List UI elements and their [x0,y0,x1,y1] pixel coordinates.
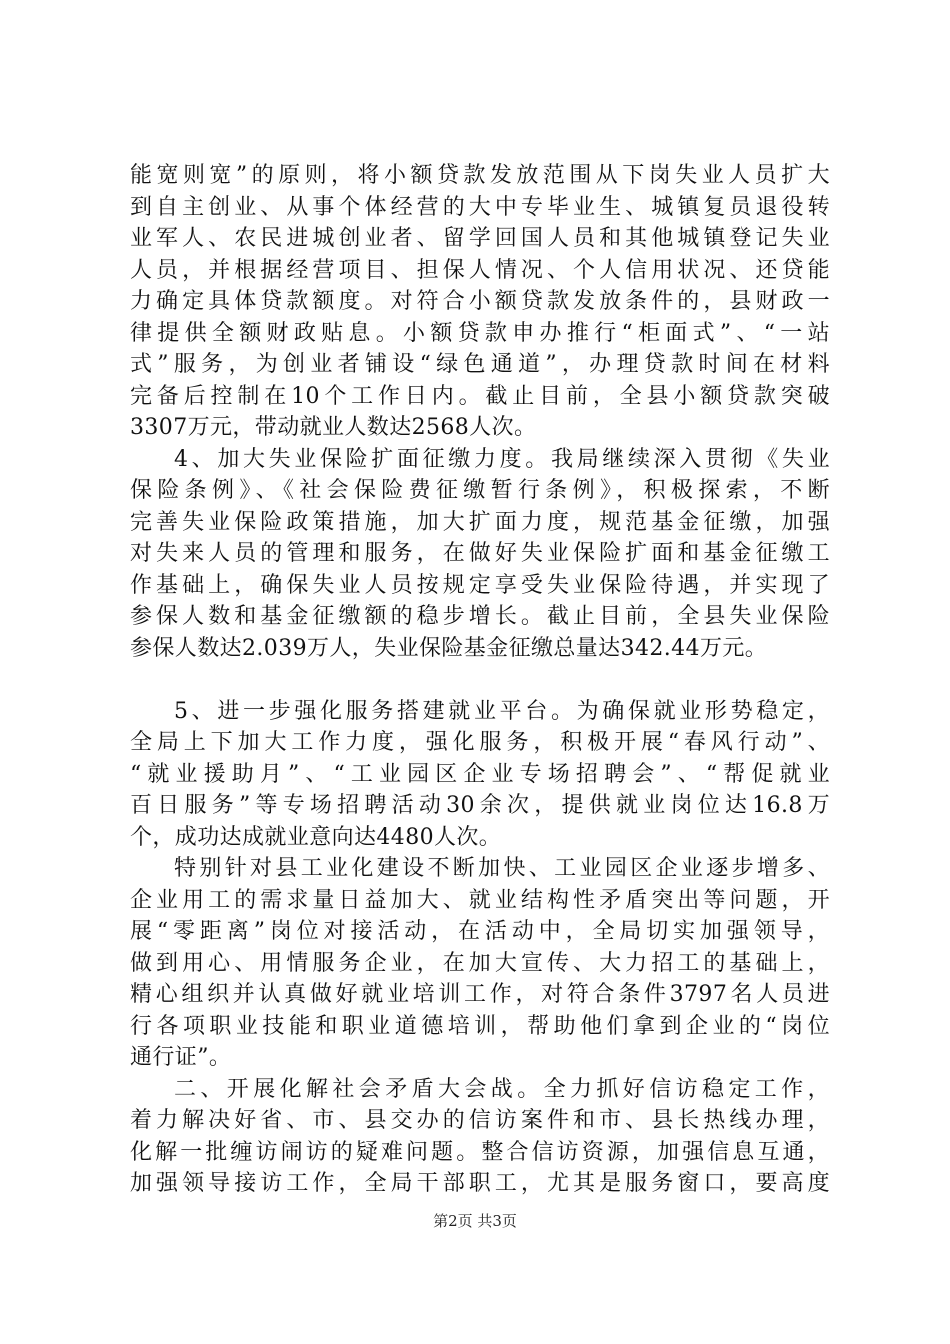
text-line: 行各项职业技能和职业道德培训，帮助他们拿到企业的“岗位 [130,1013,830,1039]
text-line: 做到用心、用情服务企业，在加大宣传、大力招工的基础上， [130,950,830,976]
text-line: 参保人数达2.039万人，失业保险基金征缴总量达342.44万元。 [130,635,768,661]
page-footer: 第2页 共3页 [433,1212,517,1230]
text-line: 力确定具体贷款额度。对符合小额贷款发放条件的，县财政一 [130,289,830,314]
text-line: 参保人数和基金征缴额的稳步增长。截止目前，全县失业保险 [130,604,830,629]
text-line: 作基础上，确保失业人员按规定享受失业保险待遇，并实现了 [130,572,830,598]
text-line: 业军人、农民进城创业者、留学回国人员和其他城镇登记失业 [130,226,830,251]
text-line: 完善失业保险政策措施，加大扩面力度，规范基金征缴，加强 [130,509,830,535]
text-line: 精心组织并认真做好就业培训工作，对符合条件3797名人员进 [130,982,830,1007]
text-line: 通行证”。 [130,1045,232,1070]
text-line: 展“零距离”岗位对接活动，在活动中，全局切实加强领导， [130,919,830,944]
paragraph [130,444,830,665]
text-line: 化解一批缠访闹访的疑难问题。整合信访资源，加强信息互通， [130,1139,830,1165]
text-line: 3307万元，带动就业人数达2568人次。 [130,415,537,440]
paragraph [130,853,830,1074]
text-line: 完备后控制在10个工作日内。截止目前，全县小额贷款突破 [130,383,830,409]
text-line: 企业用工的需求量日益加大、就业结构性矛盾突出等问题，开 [130,887,830,913]
paragraph [130,160,830,444]
text-line: 全局上下加大工作力度，强化服务，积极开展“春风行动”、 [130,730,830,755]
text-line: 加强领导接访工作，全局干部职工，尤其是服务窗口，要高度 [130,1171,830,1196]
text-line: 5、进一步强化服务搭建就业平台。为确保就业形势稳定， [174,698,830,724]
text-line: 律提供全额财政贴息。小额贷款申办推行“柜面式”、“一站 [130,320,830,346]
text-line: 百日服务”等专场招聘活动30余次，提供就业岗位达16.8万 [130,793,830,818]
text-line: 着力解决好省、市、县交办的信访案件和市、县长热线办理， [130,1108,830,1133]
text-line: 人员，并根据经营项目、担保人情况、个人信用状况、还贷能 [130,257,830,283]
text-line: 能宽则宽”的原则，将小额贷款发放范围从下岗失业人员扩大 [130,163,830,188]
text-line: “就业援助月”、“工业园区企业专场招聘会”、“帮促就业 [130,761,830,787]
text-line: 4、加大失业保险扩面征缴力度。我局继续深入贯彻《失业 [174,446,830,472]
text-line: 保险条例》、《社会保险费征缴暂行条例》，积极探索，不断 [130,478,830,503]
text-line: 特别针对县工业化建设不断加快、工业园区企业逐步增多、 [174,856,830,881]
paragraph [130,1074,830,1200]
text-line: 二、开展化解社会矛盾大会战。全力抓好信访稳定工作， [174,1076,830,1102]
text-line: 到自主创业、从事个体经营的大中专毕业生、城镇复员退役转 [130,194,830,220]
paragraph [130,696,830,854]
paragraph-gap [130,664,830,696]
document-body [130,160,830,1200]
text-line: 个，成功达成就业意向达4480人次。 [130,824,502,850]
text-line: 式”服务，为创业者铺设“绿色通道”，办理贷款时间在材料 [130,352,830,377]
text-line: 对失来人员的管理和服务，在做好失业保险扩面和基金征缴工 [130,541,830,566]
